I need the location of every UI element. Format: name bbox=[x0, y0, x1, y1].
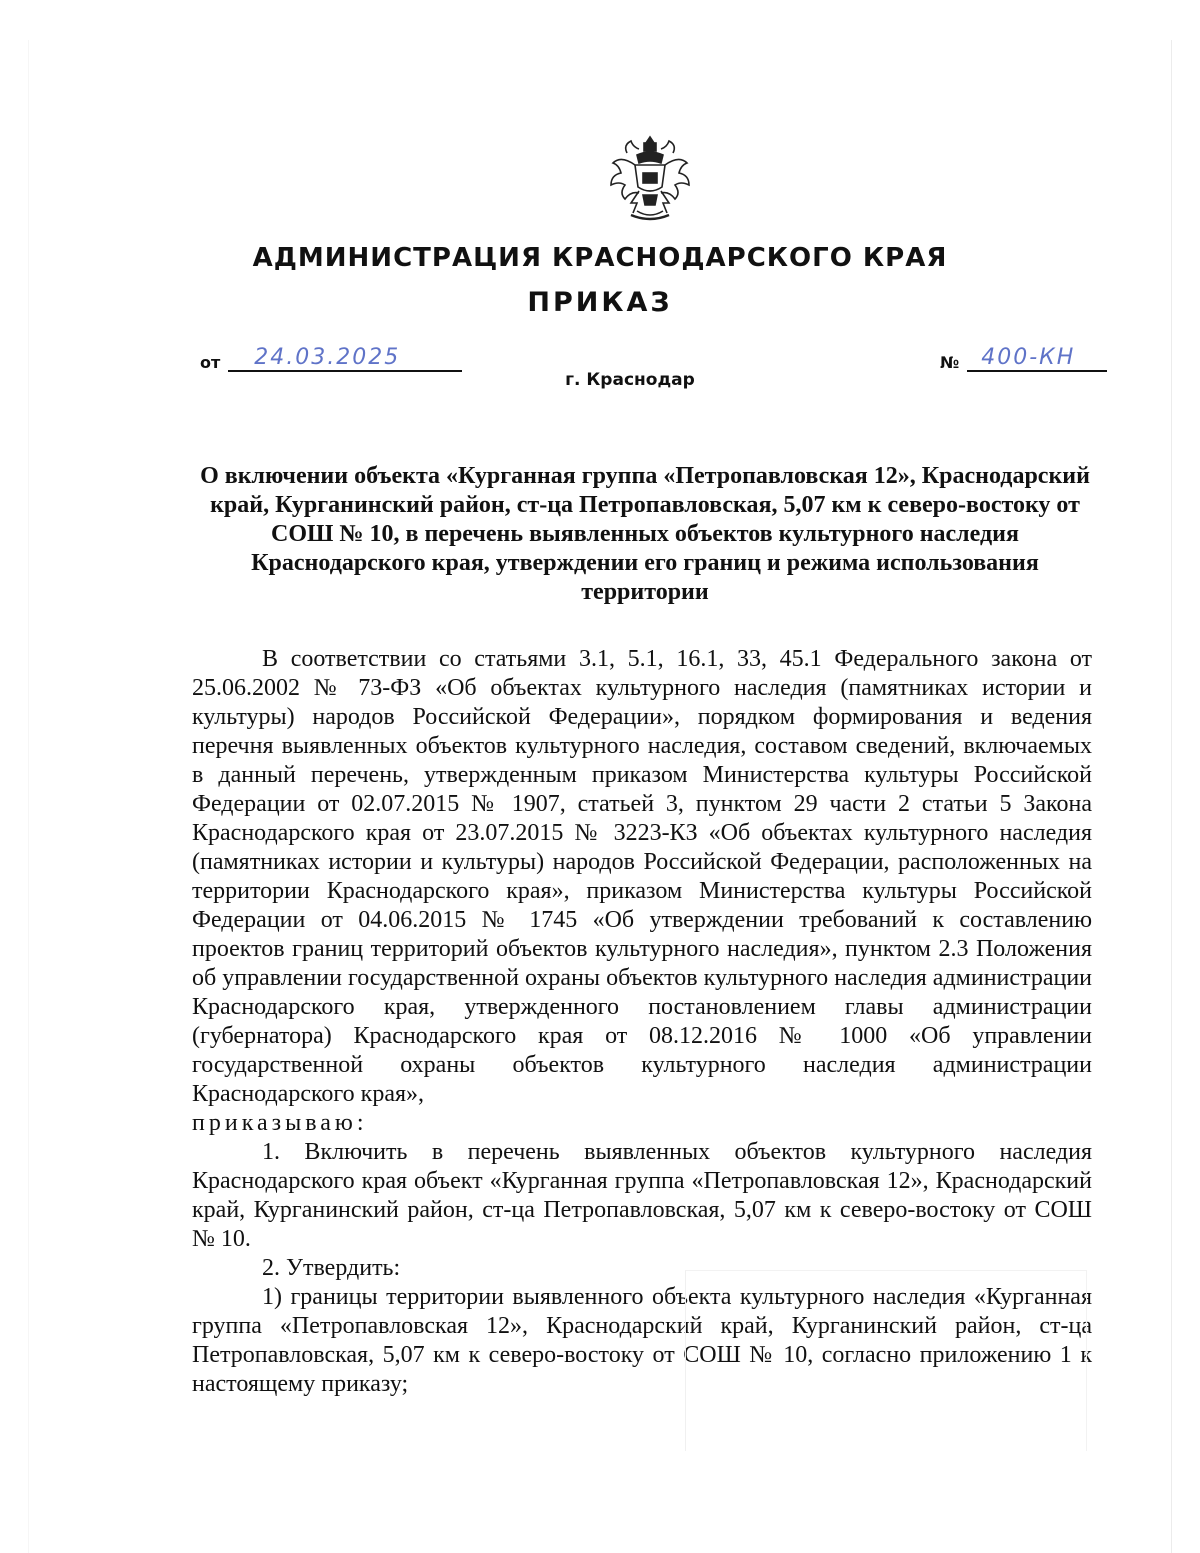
city-name: г. Краснодар bbox=[565, 370, 695, 390]
number-blank bbox=[967, 345, 1107, 372]
document-heading: О включении объекта «Курганная группа «Петропавловская 12», Краснодарский край, Курганинский район, ст-ца Петропавловская, 5,07 км к северо-востоку от СОШ № 10, в перечень выявленных объектов культурного наследия Краснодарского края, утверждении его границ и режима использования территории bbox=[200, 463, 1090, 605]
date-handwritten: 24.03.2025 bbox=[254, 345, 401, 370]
number-handwritten: 400-КН bbox=[981, 345, 1076, 370]
order-word: приказываю: bbox=[192, 1110, 368, 1136]
date-field bbox=[200, 345, 462, 372]
item-2-1-paragraph: 1) границы территории выявленного объекта культурного наследия «Курганная группа «Петропавловская 12», Краснодарский край, Курганинский район, ст-ца Петропавловская, 5,07 км к северо-востоку от СОШ № 10, согласно приложению 1 к настоящему приказу; bbox=[192, 1284, 1092, 1397]
faint-stamp-outline bbox=[685, 1270, 1087, 1451]
date-prefix: от bbox=[200, 353, 221, 372]
document-type: ПРИКАЗ bbox=[527, 287, 673, 318]
date-blank bbox=[228, 345, 462, 372]
preamble-paragraph: В соответствии со статьями 3.1, 5.1, 16.1, 33, 45.1 Федерального закона от 25.06.2002 № 73-ФЗ «Об объектах культурного наследия (памятниках истории и культуры) народов Российской Федерации», порядком формирования и ведения перечня выявленных объектов культурного наследия, составом сведений, включаемых в данный перечень, утвержденным приказом Министерства культуры Российской Федерации от 02.07.2015 № 1907, статьей 3, пунктом 29 части 2 статьи 5 Закона Краснодарского края от 23.07.2015 № 3223-КЗ «Об объектах культурного наследия (памятниках истории и культуры) народов Российской Федерации, расположенных на территории Краснодарского края», приказом Министерства культуры Российской Федерации от 04.06.2015 № 1745 «Об утверждении требований к составлению проектов границ территорий объектов культурного наследия», пунктом 2.3 Положения об управлении государственной охраны объектов культурного наследия администрации Краснодарского края, утвержденного постановлением главы администрации (губернатора) Краснодарского края от 08.12.2016 № 1000 «Об управлении государственной охраны объектов культурного наследия администрации Краснодарского края», bbox=[192, 646, 1092, 1107]
coat-of-arms-icon bbox=[607, 133, 693, 221]
item-2-paragraph: 2. Утвердить: bbox=[262, 1255, 401, 1281]
number-prefix: № bbox=[940, 353, 960, 372]
number-field bbox=[940, 345, 1107, 372]
organization-title: АДМИНИСТРАЦИЯ КРАСНОДАРСКОГО КРАЯ bbox=[252, 243, 948, 273]
item-1-paragraph: 1. Включить в перечень выявленных объектов культурного наследия Краснодарского края объект «Курганная группа «Петропавловская 12», Краснодарский край, Курганинский район, ст-ца Петропавловская, 5,07 км к северо-востоку от СОШ № 10. bbox=[192, 1139, 1092, 1252]
